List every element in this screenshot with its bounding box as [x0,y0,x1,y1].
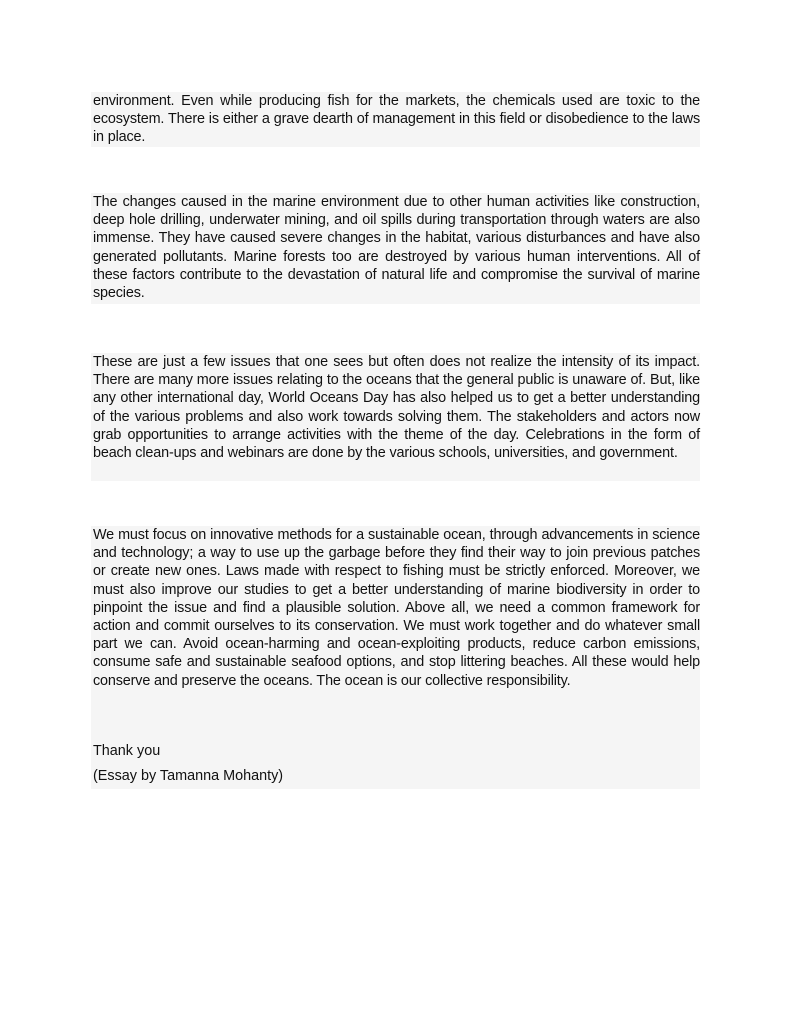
paragraph-sustainable-ocean: We must focus on innovative methods for a sustainable ocean, through advancements in science and technology; a way to use up the garbage before they find their way to join previous patches or create new ones. Laws made with respect to fishing must be strictly enforced. Moreover, we must also improve our studies to get a better understanding of marine biodiversity in order to pinpoint the issue and find a plausible solution. Above all, we need a common framework for action and commit ourselves to its conservation. We must work together and do whatever small part we can. Avoid ocean-harming and ocean-exploiting products, reduce carbon emissions, consume safe and sustainable seafood options, and stop littering beaches. All these would help conserve and preserve the oceans. The ocean is our collective responsibility. [91,526,700,709]
closing-text: Thank you [93,743,161,759]
paragraph-world-oceans-day: These are just a few issues that one sees but often does not realize the intensity of its impact. There are many more issues relating to the oceans that the general public is unaware of. But, like any other international day, World Oceans Day has also helped us to get a better understanding of the various problems and also work towards solving them. The stakeholders and actors now grab opportunities to arrange activities with the theme of the day. Celebrations in the form of beach clean-ups and webinars are done by the various schools, universities, and government. [91,353,700,481]
closing-block [91,709,700,789]
paragraph-human-activities: The changes caused in the marine environment due to other human activities like construction, deep hole drilling, underwater mining, and oil spills during transportation through waters are also immense. They have caused severe changes in the habitat, various disturbances and have also generated pollutants. Marine forests too are destroyed by various human interventions. All of these factors contribute to the devastation of natural life and compromise the survival of marine species. [91,193,700,304]
author-signature: (Essay by Tamanna Mohanty) [93,768,284,784]
paragraph-aquaculture-toxicity: environment. Even while producing fish for the markets, the chemicals used are toxic to the ecosystem. There is either a grave dearth of management in this field or disobedience to the laws in place. [93,93,700,146]
